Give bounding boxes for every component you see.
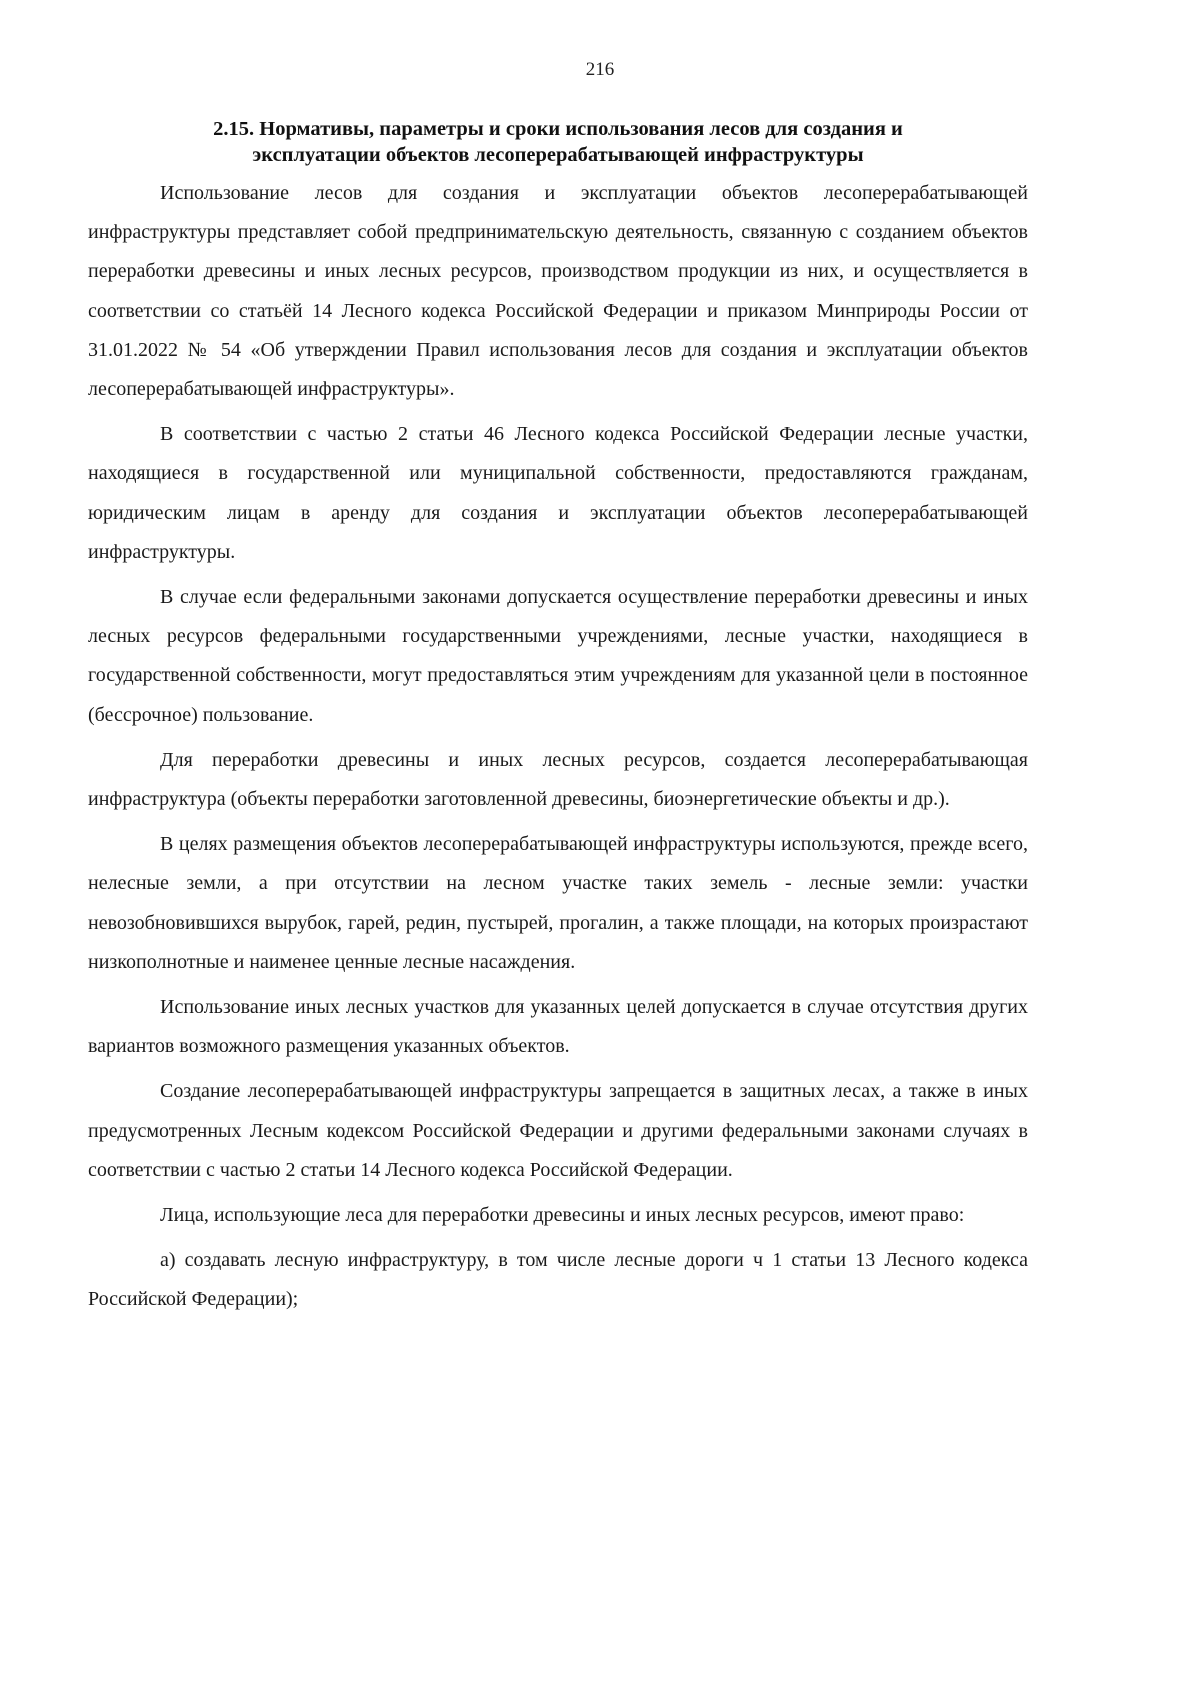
- paragraph-lease-provision: В соответствии с частью 2 статьи 46 Лесного кодекса Российской Федерации лесные участки, находящиеся в государственной или муниципальной собственности, предоставляются гражданам, юридическим лицам в аренду для создания и эксплуатации объектов лесоперерабатывающей инфраструктуры.: [88, 423, 1028, 563]
- page-number: 216: [585, 59, 615, 80]
- paragraph-federal-institutions: В случае если федеральными законами допускается осуществление переработки древесины и иных лесных ресурсов федеральными государственными учреждениями, лесные участки, находящиеся в государственной собственности, могут предоставляться этим учреждениям для указанной цели в постоянное (бессрочное) пользование.: [88, 586, 1028, 726]
- paragraph-usage-definition: Использование лесов для создания и эксплуатации объектов лесоперерабатывающей инфраструктуры представляет собой предпринимательскую деятельность, связанную с созданием объектов переработки древесины и иных лесных ресурсов, производством продукции из них, и осуществляется в соответствии со статьёй 14 Лесного кодекса Российской Федерации и приказом Минприроды России от 31.01.2022 № 54 «Об утверждении Правил использования лесов для создания и эксплуатации объектов лесоперерабатывающей инфраструктуры».: [88, 182, 1028, 401]
- page-content: [88, 116, 1028, 1326]
- section-heading-line-2: эксплуатации объектов лесоперерабатывающей инфраструктуры: [252, 144, 864, 166]
- paragraph-land-placement: В целях размещения объектов лесоперерабатывающей инфраструктуры используются, прежде всего, нелесные земли, а при отсутствии на лесном участке таких земель - лесные земли: участки невозобновившихся вырубок, гарей, редин, пустырей, прогалин, а также площади, на которых произрастают низкополнотные и наименее ценные лесные насаждения.: [88, 833, 1028, 973]
- section-heading-line-1: 2.15. Нормативы, параметры и сроки использования лесов для создания и: [213, 118, 903, 140]
- paragraph-right-a: а) создавать лесную инфраструктуру, в том числе лесные дороги ч 1 статьи 13 Лесного кодекса Российской Федерации);: [88, 1249, 1028, 1311]
- section-heading: [88, 116, 1028, 168]
- paragraph-rights-intro: Лица, использующие леса для переработки древесины и иных лесных ресурсов, имеют право:: [160, 1204, 965, 1227]
- paragraph-prohibition: Создание лесоперерабатывающей инфраструктуры запрещается в защитных лесах, а также в иных предусмотренных Лесным кодексом Российской Федерации и другими федеральными законами случаях в соответствии с частью 2 статьи 14 Лесного кодекса Российской Федерации.: [88, 1080, 1028, 1181]
- paragraph-infrastructure-types: Для переработки древесины и иных лесных ресурсов, создается лесоперерабатывающая инфраструктура (объекты переработки заготовленной древесины, биоэнергетические объекты и др.).: [88, 748, 1028, 811]
- paragraph-other-plots: Использование иных лесных участков для указанных целей допускается в случае отсутствия других вариантов возможного размещения указанных объектов.: [88, 996, 1028, 1058]
